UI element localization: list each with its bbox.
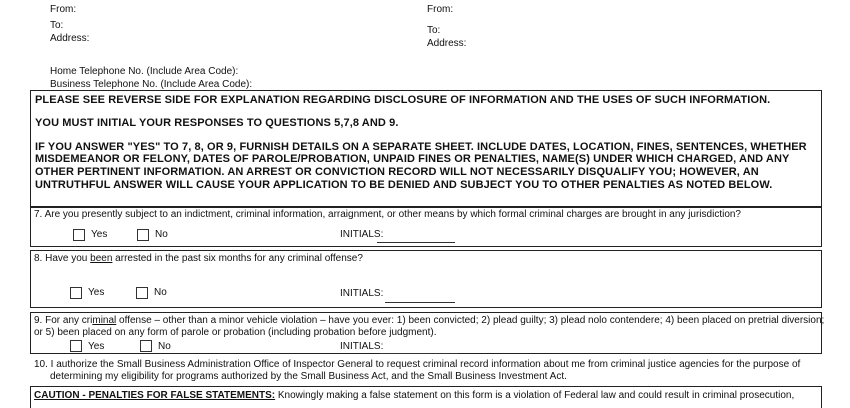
notice-box xyxy=(30,90,822,207)
notice-para-line-2: MISDEMEANOR OR FELONY, DATES OF PAROLE/PROBATION, UNPAID FINES OR PENALTIES, NAME(S) UNDER WHICH CHARGED, AND ANY xyxy=(35,153,790,165)
authorization-text-line-2: determining my eligibility for programs authorized by the Small Business Act, and the Small Business Investment Act. xyxy=(50,371,567,382)
q9-yes-label: Yes xyxy=(88,341,105,352)
to-label-left: To: xyxy=(50,20,64,31)
from-label-right: From: xyxy=(427,4,454,15)
caution-label: CAUTION - PENALTIES FOR FALSE STATEMENTS: xyxy=(34,390,276,401)
q8-yes-label: Yes xyxy=(88,287,105,298)
q8-initials-field[interactable] xyxy=(385,302,455,303)
q8-no-label: No xyxy=(154,287,167,298)
q8-no-checkbox[interactable] xyxy=(136,287,148,299)
business-phone-label: Business Telephone No. (Include Area Code): xyxy=(50,79,253,90)
q9-no-label: No xyxy=(158,341,171,352)
question-9-text-line-2: or 5) been placed on any form of parole or probation (including probation before judgment). xyxy=(34,327,437,338)
q7-initials-label: INITIALS: xyxy=(340,229,384,240)
q9-no-checkbox[interactable] xyxy=(140,340,152,352)
q7-yes-checkbox[interactable] xyxy=(73,229,85,241)
question-9-text: 9. For any criminal offense – other than a minor vehicle violation – have you ever: 1) been convicted; 2) plead guilty; 3) plead nolo contendere; 4) been placed on pretrial diversion; xyxy=(34,315,825,326)
notice-para-line-1: IF YOU ANSWER "YES" TO 7, 8, OR 9, FURNISH DETAILS ON A SEPARATE SHEET. INCLUDE DATES, LOCATION, FINES, SENTENCES, WHETHER xyxy=(35,141,807,153)
q8-initials-label: INITIALS: xyxy=(340,288,384,299)
notice-disclosure: PLEASE SEE REVERSE SIDE FOR EXPLANATION REGARDING DISCLOSURE OF INFORMATION AND THE USES OF SUCH INFORMATION. xyxy=(35,94,771,106)
q9-initials-label: INITIALS: xyxy=(340,341,384,352)
address-label-left: Address: xyxy=(50,33,90,44)
q7-yes-label: Yes xyxy=(91,229,108,240)
question-8-text: 8. Have you been arrested in the past six months for any criminal offense? xyxy=(34,253,363,264)
q9-initials-field[interactable] xyxy=(380,353,458,354)
q7-initials-field[interactable] xyxy=(377,242,455,243)
q7-no-checkbox[interactable] xyxy=(137,229,149,241)
home-phone-label: Home Telephone No. (Include Area Code): xyxy=(50,66,239,77)
caution-text: CAUTION - PENALTIES FOR FALSE STATEMENTS: Knowingly making a false statement on this form is a violation of Federal law and could result in criminal prosecution, xyxy=(34,390,795,401)
to-label-right: To: xyxy=(427,25,441,36)
question-7-text: 7. Are you presently subject to an indictment, criminal information, arraignment, or other means by which formal criminal charges are brought in any jurisdiction? xyxy=(34,209,741,220)
q8-yes-checkbox[interactable] xyxy=(70,287,82,299)
from-label-left: From: xyxy=(50,4,77,15)
q7-no-label: No xyxy=(155,229,168,240)
notice-para-line-3: OTHER PERTINENT INFORMATION. AN ARREST OR CONVICTION RECORD WILL NOT NECESSARILY DISQUALIFY YOU; HOWEVER, AN xyxy=(35,166,759,178)
notice-para-line-4: UNTRUTHFUL ANSWER WILL CAUSE YOUR APPLICATION TO BE DENIED AND SUBJECT YOU TO OTHER PENALTIES AS NOTED BELOW. xyxy=(35,179,773,191)
notice-initial-instruction: YOU MUST INITIAL YOUR RESPONSES TO QUESTIONS 5,7,8 AND 9. xyxy=(35,117,399,129)
q9-yes-checkbox[interactable] xyxy=(70,340,82,352)
address-label-right: Address: xyxy=(427,38,467,49)
authorization-text-line-1: 10. I authorize the Small Business Administration Office of Inspector General to request criminal record information about me from criminal justice agencies for the purpose of xyxy=(34,359,801,370)
